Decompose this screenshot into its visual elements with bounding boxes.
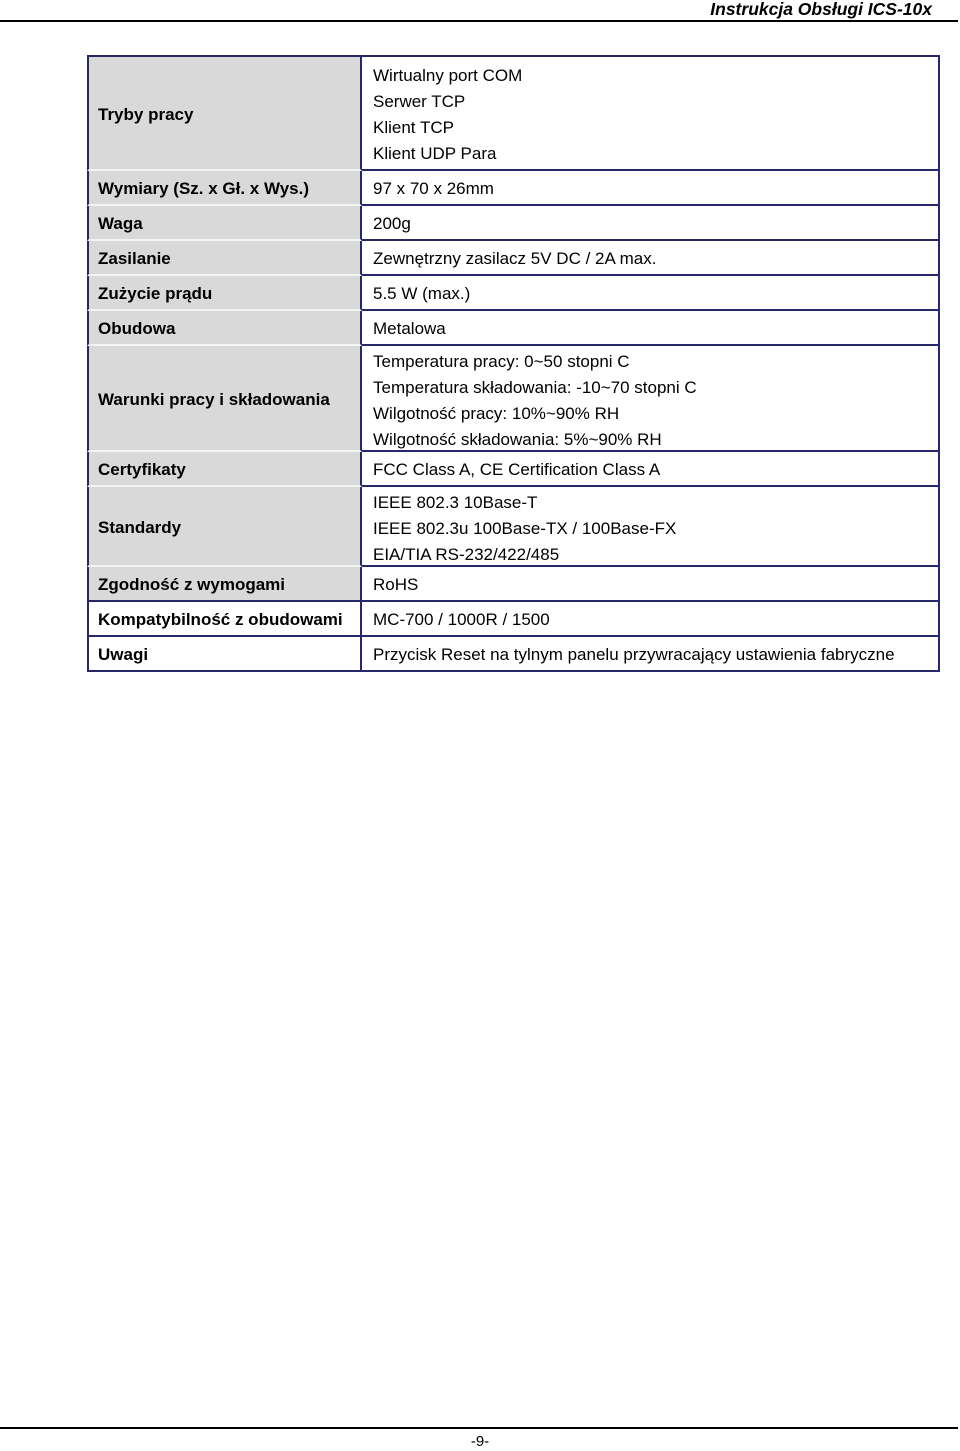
spec-row-label bbox=[87, 171, 362, 206]
spec-row-value bbox=[362, 487, 940, 567]
spec-label-text: Warunki pracy i składowania bbox=[98, 389, 330, 409]
spec-label-text: Obudowa bbox=[98, 319, 176, 338]
header-rule bbox=[0, 20, 958, 22]
spec-value-line: Wilgotność składowania: 5%~90% RH bbox=[373, 430, 662, 449]
spec-value-line: FCC Class A, CE Certification Class A bbox=[373, 460, 661, 479]
spec-row-label bbox=[87, 206, 362, 241]
spec-row-label bbox=[87, 567, 362, 602]
spec-row-label bbox=[87, 487, 362, 567]
spec-label-text: Standardy bbox=[98, 517, 182, 537]
spec-label-text: Tryby pracy bbox=[98, 104, 194, 124]
spec-label-text: Zasilanie bbox=[98, 249, 171, 268]
spec-value-line: 97 x 70 x 26mm bbox=[373, 179, 494, 198]
spec-row-value bbox=[362, 171, 940, 206]
footer-rule bbox=[0, 1427, 958, 1429]
spec-row-label bbox=[87, 602, 362, 637]
spec-row-value bbox=[362, 206, 940, 241]
spec-label-text: Certyfikaty bbox=[98, 460, 186, 479]
spec-row-value bbox=[362, 452, 940, 487]
spec-value-line: Klient TCP bbox=[373, 118, 454, 137]
running-header: Instrukcja Obsługi ICS-10x bbox=[710, 0, 932, 19]
spec-row-label bbox=[87, 637, 362, 672]
spec-value-line: Zewnętrzny zasilacz 5V DC / 2A max. bbox=[373, 249, 657, 268]
spec-label-text: Wymiary (Sz. x Gł. x Wys.) bbox=[98, 179, 310, 198]
spec-value-line: Temperatura składowania: -10~70 stopni C bbox=[373, 378, 697, 397]
spec-value-line: RoHS bbox=[373, 575, 419, 594]
spec-row-label bbox=[87, 452, 362, 487]
spec-value-line: Serwer TCP bbox=[373, 92, 466, 111]
spec-row-label bbox=[87, 311, 362, 346]
spec-row-value bbox=[362, 602, 940, 637]
spec-value-line: Przycisk Reset na tylnym panelu przywracający ustawienia fabryczne bbox=[373, 645, 895, 664]
spec-row-label bbox=[87, 346, 362, 452]
spec-value-line: IEEE 802.3u 100Base-TX / 100Base-FX bbox=[373, 519, 677, 538]
spec-table bbox=[87, 55, 940, 672]
spec-label-text: Zużycie prądu bbox=[98, 284, 213, 303]
spec-row-value bbox=[362, 311, 940, 346]
page-number: -9- bbox=[470, 1433, 490, 1450]
spec-row-value bbox=[362, 637, 940, 672]
spec-value-line: Klient UDP Para bbox=[373, 144, 497, 163]
spec-row-value bbox=[362, 241, 940, 276]
spec-value-line: Wirtualny port COM bbox=[373, 66, 523, 85]
spec-row-label bbox=[87, 276, 362, 311]
spec-label-text: Zgodność z wymogami bbox=[98, 575, 286, 594]
spec-value-line: 200g bbox=[373, 214, 411, 233]
spec-value-line: EIA/TIA RS-232/422/485 bbox=[373, 545, 560, 564]
spec-value-line: Wilgotność pracy: 10%~90% RH bbox=[373, 404, 620, 423]
spec-label-text: Kompatybilność z obudowami bbox=[98, 610, 343, 629]
spec-value-line: MC-700 / 1000R / 1500 bbox=[373, 610, 550, 629]
spec-value-line: Metalowa bbox=[373, 319, 446, 338]
spec-label-text: Uwagi bbox=[98, 645, 149, 664]
spec-row-value bbox=[362, 276, 940, 311]
spec-row-value bbox=[362, 567, 940, 602]
spec-value-line: IEEE 802.3 10Base-T bbox=[373, 493, 538, 512]
spec-value-line: 5.5 W (max.) bbox=[373, 284, 471, 303]
spec-row-label bbox=[87, 55, 362, 171]
spec-row-label bbox=[87, 241, 362, 276]
spec-value-line: Temperatura pracy: 0~50 stopni C bbox=[373, 352, 630, 371]
spec-row-value bbox=[362, 55, 940, 171]
spec-label-text: Waga bbox=[98, 214, 143, 233]
spec-row-value bbox=[362, 346, 940, 452]
